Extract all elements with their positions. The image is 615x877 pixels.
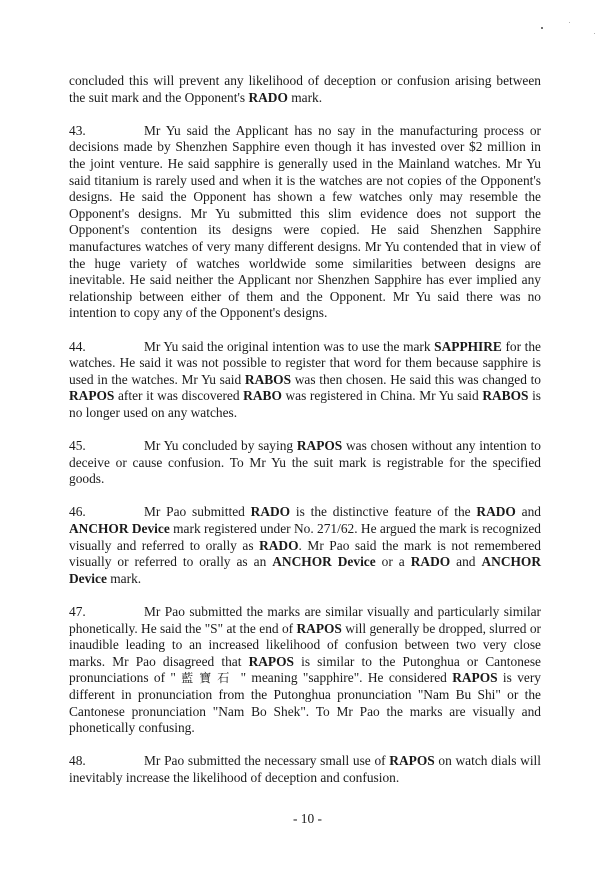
bold-term: SAPPHIRE xyxy=(434,338,502,354)
bold-term: RABO xyxy=(243,388,282,404)
paragraph-number: 47. xyxy=(69,604,86,619)
paragraph-number: 46. xyxy=(69,504,86,520)
text: Mr Pao submitted xyxy=(144,504,251,520)
paragraph-continuation xyxy=(69,73,541,106)
paragraph-46 xyxy=(69,504,541,587)
paragraph-number: 44. xyxy=(69,338,86,354)
text: is very different in pronunciation from the Putonghua pronunciation "Nam Bu Shi" or the Cantonese pronunciation "Nam Bo Shek". To Mr Pao the marks are visually and phonetically confusing. xyxy=(69,670,541,736)
text: was registered in China. Mr Yu said xyxy=(281,388,483,404)
text: is similar to the Putonghua or Cantonese pronunciations of " xyxy=(69,653,542,686)
text: Mr Yu concluded by saying xyxy=(144,438,297,454)
text: was then chosen. He said this was changed to xyxy=(291,371,541,387)
bold-term: RAPOS xyxy=(296,620,342,636)
bold-term: RAPOS xyxy=(69,388,115,404)
paragraph-number: 43. xyxy=(69,122,86,138)
scan-speck xyxy=(541,27,543,29)
scan-speck xyxy=(569,22,570,23)
text: and xyxy=(515,504,541,520)
text: is no longer used on any watches. xyxy=(69,388,541,420)
bold-term: RABOS xyxy=(482,388,529,404)
chinese-characters: 藍寶石 xyxy=(181,671,236,686)
text: or a xyxy=(375,554,411,570)
paragraph-number: 48. xyxy=(69,753,86,769)
text: Mr Yu said the original intention was to use the mark xyxy=(144,338,435,354)
bold-term: RADO xyxy=(410,554,451,570)
text: and xyxy=(450,554,482,570)
paragraph-43 xyxy=(69,123,541,322)
bold-term: RAPOS xyxy=(452,670,498,686)
bold-term: RAPOS xyxy=(389,753,435,769)
page-number: - 10 - xyxy=(292,811,322,826)
text: Mr Pao submitted the necessary small use of xyxy=(144,753,390,769)
text: " meaning "sapphire". He considered xyxy=(235,670,453,686)
bold-term: RADO xyxy=(248,89,288,105)
bold-term: ANCHOR Device xyxy=(272,554,376,570)
bold-term: ANCHOR Device xyxy=(69,521,170,537)
paragraph-47 xyxy=(69,604,541,737)
paragraph-text: Mr Yu said the Applicant has no say in the manufacturing process or decisions made by Shenzhen Sapphire even though it has invested over $2 million in the joint venture. He said sapphire is generally used in the Mainland watches. Mr Yu said titanium is rarely used and when it is the watches are not copies of the Opponent's designs. He said the Opponent has shown a few watches only may resemble the Opponent's designs. Mr Yu submitted this slim evidence does not support the Opponent's contention its designs were copied. He said Shenzhen Sapphire manufactures watches of very many different designs. Mr Yu contended that in view of the huge variety of watches worldwide some similarities between designs are inevitable. He said neither the Applicant nor Shenzhen Sapphire has ever implied any relationship between either of them and the Opponent. Mr Yu said there was no intention to copy any of the Opponent's designs. xyxy=(69,122,541,321)
bold-term: RABOS xyxy=(244,371,292,387)
bold-term: ANCHOR Device xyxy=(69,554,542,586)
paragraph-45 xyxy=(69,438,541,488)
bold-term: RAPOS xyxy=(296,438,343,454)
text: mark. xyxy=(106,570,142,586)
text: Mr Pao submitted the marks are similar visually and particularly similar phonetically. He said the "S" at the end of xyxy=(69,604,541,636)
bold-term: RAPOS xyxy=(248,653,294,669)
text: mark. xyxy=(287,89,323,105)
text: mark registered under No. 271/62. He argued the mark is recognized visually and referred to orally as xyxy=(69,521,541,553)
text: after it was discovered xyxy=(114,388,244,404)
bold-term: RADO xyxy=(259,537,299,553)
bold-term: RADO xyxy=(250,504,291,520)
text: is the distinctive feature of the xyxy=(290,504,477,520)
paragraph-44 xyxy=(69,339,541,422)
paragraph-48 xyxy=(69,753,541,786)
text: for the watches. He said it was not possible to register that word for them because sapphire is used in the watches. Mr Yu said xyxy=(69,338,541,387)
document-page xyxy=(69,73,541,803)
bold-term: RADO xyxy=(476,504,516,520)
text: concluded this will prevent any likelihood of deception or confusion arising between the suit mark and the Opponent's xyxy=(69,73,541,105)
text: on watch dials will inevitably increase the likelihood of deception and confusion. xyxy=(69,753,541,785)
text: . Mr Pao said the mark is not remembered visually or referred to orally as an xyxy=(69,537,541,570)
scan-speck xyxy=(594,33,595,34)
text: was chosen without any intention to deceive or cause confusion. To Mr Yu the suit mark is registrable for the specified goods. xyxy=(69,438,541,487)
paragraph-number: 45. xyxy=(69,438,86,454)
text: will generally be dropped, slurred or inaudible leading to an increased likelihood of confusion between two very close marks. Mr Pao disagreed that xyxy=(69,620,542,669)
